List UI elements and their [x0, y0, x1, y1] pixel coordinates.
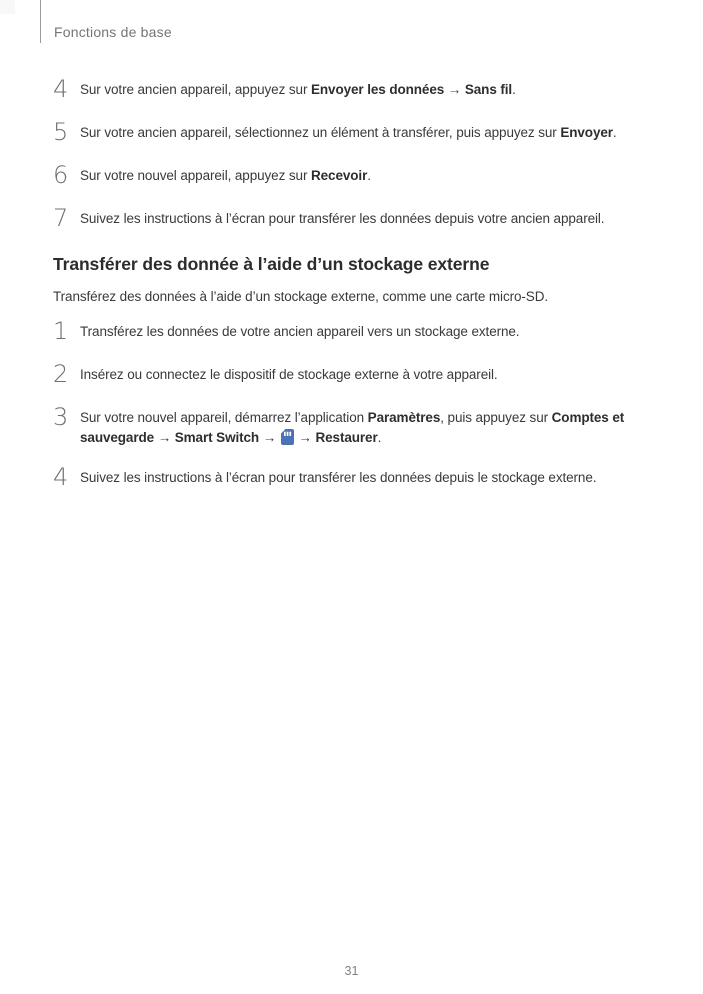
- step-item: [53, 75, 631, 103]
- step-text-bold: Recevoir: [311, 168, 368, 183]
- sd-card-icon-wrap: [280, 428, 295, 448]
- step-number: 1: [53, 317, 69, 345]
- step-text-bold: Paramètres: [367, 410, 441, 425]
- sd-card-icon: [281, 429, 294, 445]
- step-text: [80, 467, 596, 491]
- page-corner-mark: [0, 0, 15, 14]
- step-list: [53, 317, 631, 491]
- step-item: [53, 360, 631, 388]
- step-text-segment: Sur votre nouvel appareil, appuyez sur: [80, 168, 311, 183]
- step-text-segment: →: [294, 430, 316, 445]
- step-item: [53, 204, 631, 232]
- step-text-bold: Smart Switch: [174, 430, 260, 445]
- step-text-bold: Envoyer les données: [311, 82, 445, 97]
- page-number: 31: [344, 964, 359, 978]
- step-item: [53, 118, 631, 146]
- step-number: 4: [53, 75, 69, 103]
- step-text-segment: Sur votre ancien appareil, appuyez sur: [80, 82, 311, 97]
- section-heading: Transférer des donnée à l’aide d’un stockage externe: [53, 254, 490, 274]
- step-text-segment: Transférez les données de votre ancien appareil vers un stockage externe.: [80, 324, 520, 339]
- step-text: [80, 208, 604, 232]
- step-text: [80, 79, 516, 103]
- page-footer: [0, 964, 703, 978]
- chapter-title: Fonctions de base: [54, 24, 172, 40]
- step-text-segment: .: [512, 82, 516, 97]
- step-number: 3: [53, 403, 69, 431]
- page-content: [53, 75, 631, 510]
- step-text: [80, 122, 617, 146]
- step-text-segment: Suivez les instructions à l’écran pour transférer les données depuis votre ancien appareil.: [80, 211, 605, 226]
- paragraph: Transférez des données à l’aide d’un stockage externe, comme une carte micro-SD.: [53, 289, 549, 304]
- step-text-bold: Comptes et sauvegarde: [80, 410, 625, 445]
- step-text: [80, 407, 631, 448]
- step-item: [53, 403, 631, 448]
- step-text-segment: →: [444, 82, 465, 97]
- step-text-segment: .: [612, 125, 617, 140]
- step-text-segment: .: [367, 168, 371, 183]
- step-text-segment: →: [154, 430, 175, 445]
- step-text-segment: Suivez les instructions à l’écran pour transférer les données depuis le stockage externe.: [80, 470, 597, 485]
- step-text-segment: , puis appuyez sur: [440, 410, 552, 425]
- step-text-bold: Envoyer: [560, 125, 613, 140]
- step-number: 6: [53, 161, 69, 189]
- step-text-segment: Sur votre nouvel appareil, démarrez l’application: [80, 410, 368, 425]
- step-text-segment: .: [377, 430, 382, 445]
- step-item: [53, 463, 631, 491]
- step-number: 5: [53, 118, 69, 146]
- step-text-segment: →: [259, 430, 280, 445]
- step-item: [53, 317, 631, 345]
- step-text: [80, 165, 371, 189]
- step-text-bold: Sans fil: [464, 82, 513, 97]
- step-text-segment: Sur votre ancien appareil, sélectionnez un élément à transférer, puis appuyez sur: [80, 125, 561, 140]
- step-number: 7: [53, 204, 69, 232]
- step-number: 2: [53, 360, 69, 388]
- step-text: [80, 364, 498, 388]
- running-header: [40, 0, 172, 43]
- step-list: [53, 75, 631, 232]
- step-text-bold: Restaurer: [315, 430, 378, 445]
- step-number: 4: [53, 463, 69, 491]
- step-text: [80, 321, 519, 345]
- step-text-segment: Insérez ou connectez le dispositif de stockage externe à votre appareil.: [80, 367, 498, 382]
- step-item: [53, 161, 631, 189]
